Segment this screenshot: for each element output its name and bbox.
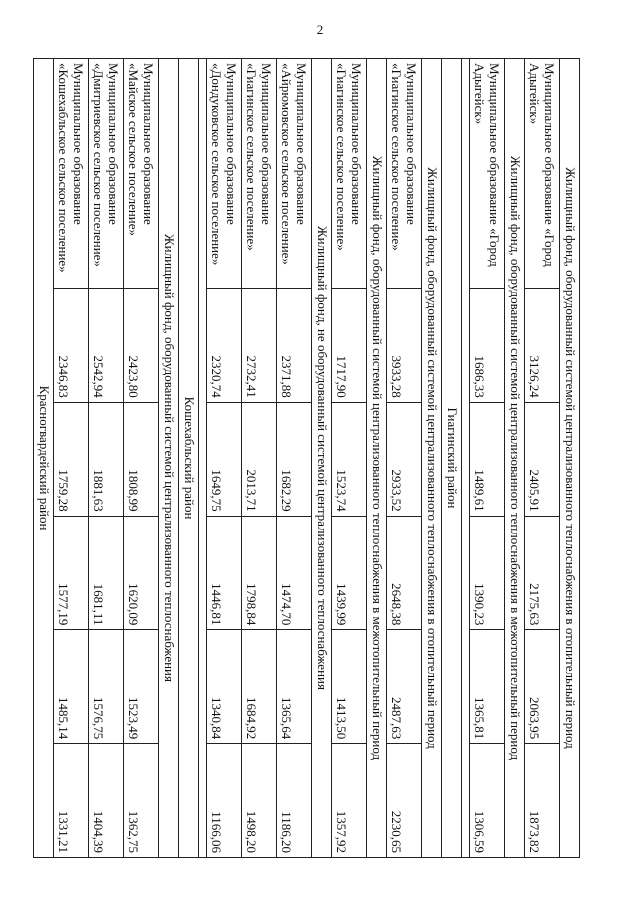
municipality-name-line1: Муниципальное образование: [105, 63, 121, 225]
value-cell: 1523,74: [332, 402, 367, 516]
municipality-name-cell: [387, 59, 422, 289]
municipality-name-cell: [332, 59, 367, 289]
value-cell: 1686,33: [470, 289, 505, 403]
municipality-name-line1: Муниципальное образование: [223, 63, 239, 225]
value-cell: 1331,21: [54, 744, 89, 858]
value-cell: 1340,84: [207, 630, 242, 744]
section-header: Жилищный фонд, оборудованный системой централизованного теплоснабжения в межотопительный период: [367, 59, 387, 858]
value-cell: 1649,75: [207, 402, 242, 516]
region-header-row: [179, 59, 199, 858]
section-header-row: [312, 59, 332, 858]
heating-tariff-table: [33, 58, 580, 858]
value-cell: 1485,14: [54, 630, 89, 744]
table-row: [54, 59, 89, 858]
table-row: [277, 59, 312, 858]
value-cell: 2423,80: [124, 289, 159, 403]
value-cell: 1390,23: [470, 516, 505, 630]
value-cell: 1357,92: [332, 744, 367, 858]
municipality-name-line2: «Майское сельское поселение»: [125, 63, 141, 237]
municipality-name-line2: «Дондуковское сельское поселение»: [208, 63, 224, 266]
section-header: Жилищный фонд, оборудованный системой централизованного теплоснабжения в отопительный период: [560, 59, 580, 858]
value-cell: 1306,59: [470, 744, 505, 858]
table-row: [89, 59, 124, 858]
value-cell: 1489,61: [470, 402, 505, 516]
section-header: Жилищный фонд, оборудованный системой централизованного теплоснабжения: [159, 59, 179, 858]
spacer-row: [199, 59, 207, 858]
value-cell: 2320,74: [207, 289, 242, 403]
value-cell: 1498,20: [242, 744, 277, 858]
value-cell: 1717,90: [332, 289, 367, 403]
value-cell: 2648,38: [387, 516, 422, 630]
value-cell: 3933,28: [387, 289, 422, 403]
municipality-name-line1: Муниципальное образование: [403, 63, 419, 225]
value-cell: 1365,64: [277, 630, 312, 744]
value-cell: 1413,50: [332, 630, 367, 744]
municipality-name-line2: «Кошехабльское сельское поселение»: [55, 63, 71, 273]
rotated-content: [36, 58, 580, 858]
value-cell: 1186,20: [277, 744, 312, 858]
region-header-row: [442, 59, 462, 858]
value-cell: 2487,63: [387, 630, 422, 744]
value-cell: 2230,65: [387, 744, 422, 858]
municipality-name-cell: [525, 59, 560, 289]
value-cell: 1474,70: [277, 516, 312, 630]
spacer-cell: [199, 59, 207, 858]
value-cell: 1577,19: [54, 516, 89, 630]
value-cell: 2346,83: [54, 289, 89, 403]
value-cell: 2371,88: [277, 289, 312, 403]
table-row: [470, 59, 505, 858]
value-cell: 1446,81: [207, 516, 242, 630]
municipality-name-line2: «Гиагинское сельское поселение»: [388, 63, 404, 251]
region-header: Кошехабльский район: [179, 59, 199, 858]
value-cell: 1759,28: [54, 402, 89, 516]
value-cell: 2405,91: [525, 402, 560, 516]
value-cell: 2175,63: [525, 516, 560, 630]
table-row: [207, 59, 242, 858]
spacer-row: [462, 59, 470, 858]
municipality-name-line1: Муниципальное образование «Город: [541, 63, 557, 267]
municipality-name-cell: [470, 59, 505, 289]
value-cell: 1404,39: [89, 744, 124, 858]
value-cell: 1881,63: [89, 402, 124, 516]
section-header-row: [505, 59, 525, 858]
municipality-name-cell: [54, 59, 89, 289]
municipality-name-cell: [124, 59, 159, 289]
value-cell: 1166,06: [207, 744, 242, 858]
table-row: [242, 59, 277, 858]
value-cell: 1798,84: [242, 516, 277, 630]
municipality-name-line1: Муниципальное образование: [140, 63, 156, 225]
section-header: Жилищный фонд, оборудованный системой централизованного теплоснабжения в межотопительный период: [505, 59, 525, 858]
region-header-row: [34, 59, 54, 858]
municipality-name-line2: «Дмитриевское сельское поселение»: [90, 63, 106, 267]
municipality-name-line1: Муниципальное образование: [348, 63, 364, 225]
value-cell: 1684,92: [242, 630, 277, 744]
rotated-table-frame: [36, 58, 580, 858]
value-cell: 2063,95: [525, 630, 560, 744]
value-cell: 1681,11: [89, 516, 124, 630]
value-cell: 2542,94: [89, 289, 124, 403]
section-header-row: [560, 59, 580, 858]
value-cell: 1365,81: [470, 630, 505, 744]
value-cell: 1620,09: [124, 516, 159, 630]
municipality-name-line2: «Гиагинское сельское поселение»: [243, 63, 259, 251]
municipality-name-line1: Муниципальное образование: [293, 63, 309, 225]
municipality-name-cell: [89, 59, 124, 289]
section-header-row: [367, 59, 387, 858]
municipality-name-line2: Адыгейск»: [526, 63, 542, 125]
municipality-name-cell: [242, 59, 277, 289]
region-header: Гиагинский район: [442, 59, 462, 858]
value-cell: 1808,99: [124, 402, 159, 516]
municipality-name-line2: «Гиагинское сельское поселение»: [333, 63, 349, 251]
section-header: Жилищный фонд, не оборудованный системой централизованного теплоснабжения: [312, 59, 332, 858]
table-row: [124, 59, 159, 858]
table-body: [34, 59, 580, 858]
municipality-name-cell: [207, 59, 242, 289]
value-cell: 1362,75: [124, 744, 159, 858]
value-cell: 1682,29: [277, 402, 312, 516]
municipality-name-cell: [277, 59, 312, 289]
municipality-name-line1: Муниципальное образование «Город: [486, 63, 502, 267]
value-cell: 2013,71: [242, 402, 277, 516]
value-cell: 1576,75: [89, 630, 124, 744]
municipality-name-line2: «Айрюмовское сельское поселение»: [278, 63, 294, 265]
value-cell: 2732,41: [242, 289, 277, 403]
table-row: [525, 59, 560, 858]
spacer-cell: [462, 59, 470, 858]
value-cell: 1523,49: [124, 630, 159, 744]
municipality-name-line2: Адыгейск»: [471, 63, 487, 125]
value-cell: 2933,52: [387, 402, 422, 516]
value-cell: 1873,82: [525, 744, 560, 858]
municipality-name-line1: Муниципальное образование: [70, 63, 86, 225]
page-number: 2: [316, 22, 324, 37]
section-header-row: [159, 59, 179, 858]
value-cell: 1439,99: [332, 516, 367, 630]
table-row: [332, 59, 367, 858]
value-cell: 3126,24: [525, 289, 560, 403]
region-header: Красногвардейский район: [34, 59, 54, 858]
table-row: [387, 59, 422, 858]
municipality-name-line1: Муниципальное образование: [258, 63, 274, 225]
section-header: Жилищный фонд, оборудованный системой централизованного теплоснабжения в отопительный период: [422, 59, 442, 858]
section-header-row: [422, 59, 442, 858]
